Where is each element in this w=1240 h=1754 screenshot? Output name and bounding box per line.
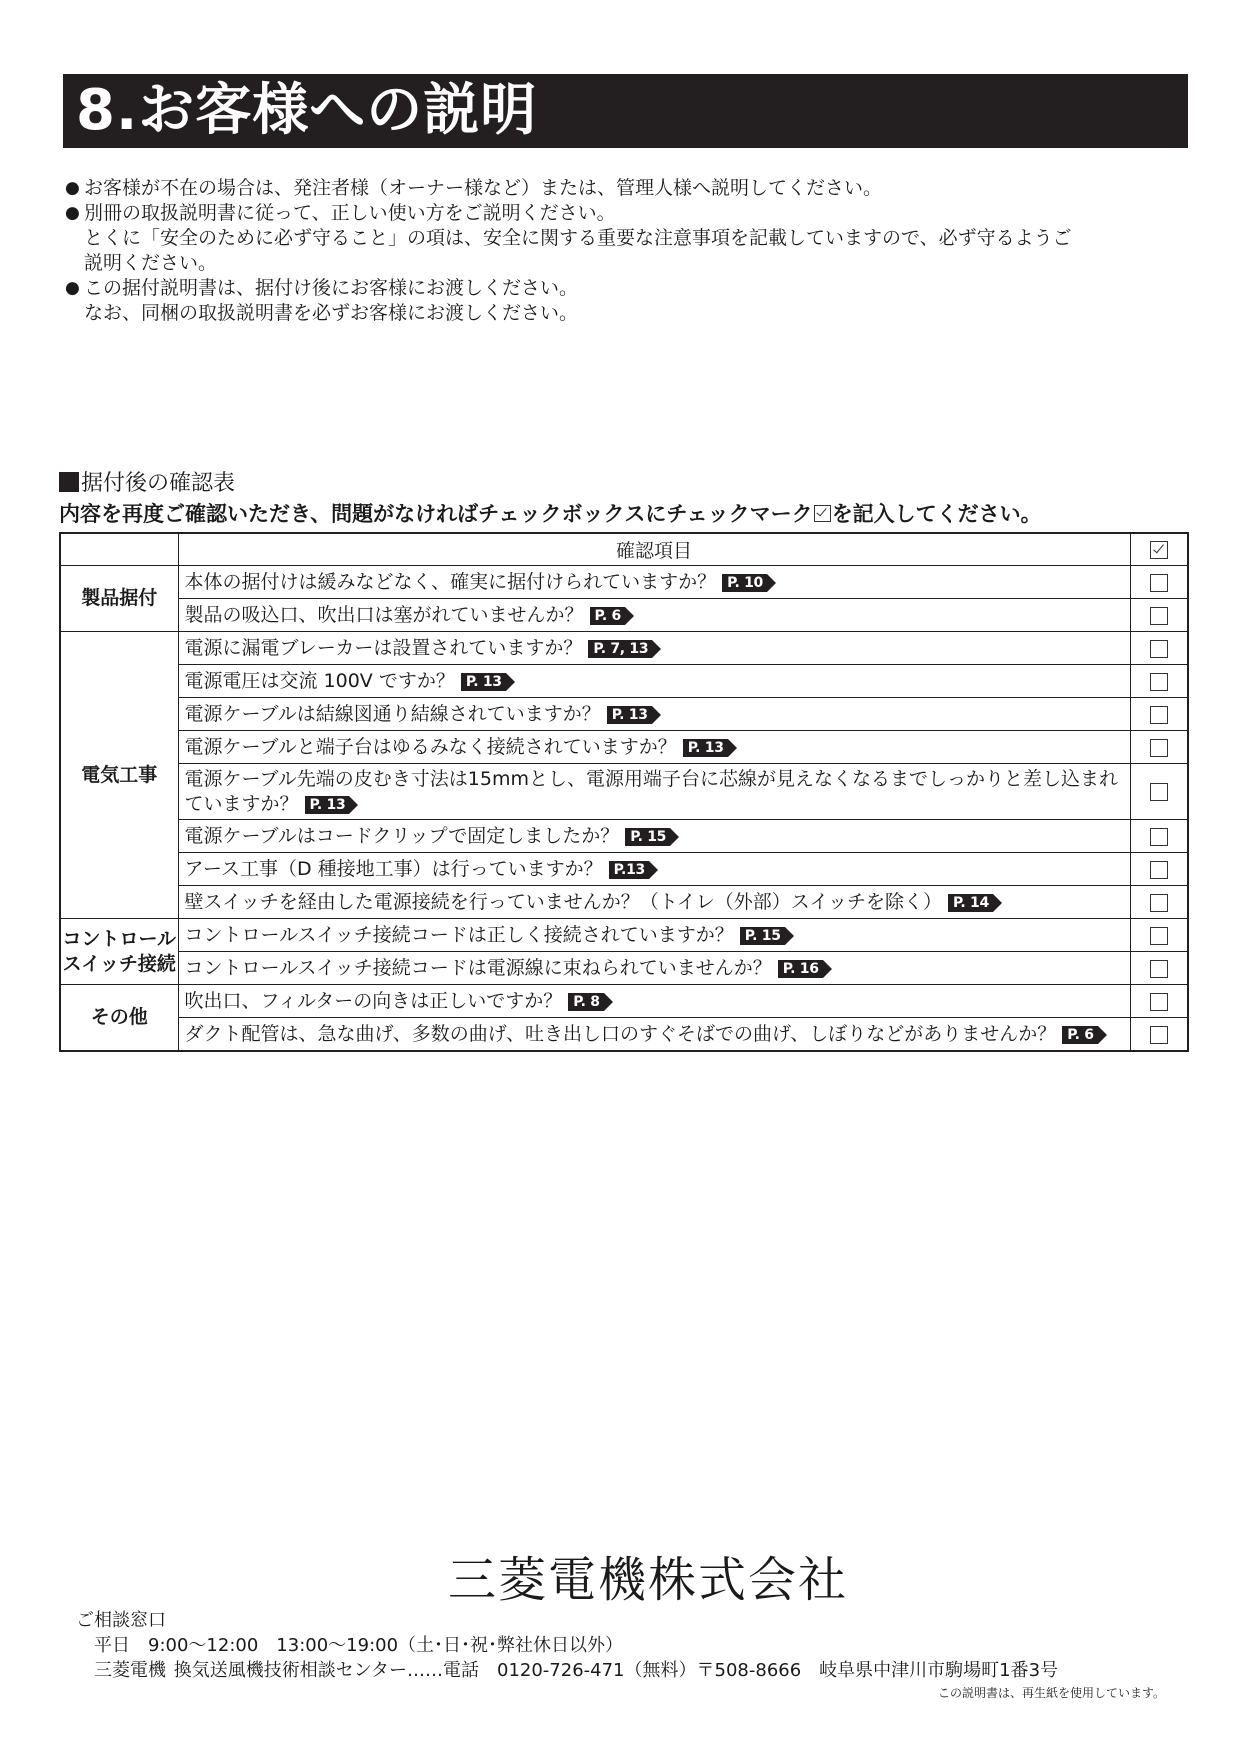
table-row: [60, 632, 1188, 665]
checkbox[interactable]: [1150, 1026, 1168, 1044]
checkbox-cell[interactable]: [1130, 599, 1188, 632]
column-header: 確認項目: [178, 533, 1130, 566]
header-check-cell: [1130, 533, 1188, 566]
checkbox[interactable]: [1150, 783, 1168, 801]
table-row: [60, 985, 1188, 1018]
checkbox-cell[interactable]: [1130, 1018, 1188, 1052]
checklist-heading-text: 据付後の確認表: [81, 471, 236, 496]
contact-label: ご相談窓口: [76, 1610, 166, 1631]
check-item: [178, 820, 1130, 853]
checkbox[interactable]: [1150, 960, 1168, 978]
intro-bullet: [65, 176, 1185, 201]
checkbox[interactable]: [1150, 574, 1168, 592]
contact-center: 三菱電機 換気送風機技術相談センター……電話 0120-726-471（無料）〒508-8666 岐阜県中津川市駒場町1番3号: [94, 1660, 1059, 1681]
check-item: [178, 632, 1130, 665]
intro-line: ● 別冊の取扱説明書に従って、正しい使い方をご説明ください。: [84, 202, 616, 224]
page-ref-tag: P. 15: [740, 927, 785, 945]
table-row: [60, 698, 1188, 731]
table-header-row: [60, 533, 1188, 566]
checklist-heading: [59, 470, 235, 498]
checklist-desc-text: を記入してください。: [831, 502, 1042, 526]
checkbox[interactable]: [1150, 607, 1168, 625]
check-item-text: 製品の吸込口、吹出口は塞がれていませんか？: [184, 603, 584, 626]
table-row: [60, 1018, 1188, 1052]
category-line: コントロール: [62, 927, 177, 950]
intro-line: とくに「安全のために必ず守ること」の項は、安全に関する重要な注意事項を記載していますので、必ず守るようご: [84, 227, 1072, 249]
category-line: スイッチ接続: [62, 952, 176, 975]
checkbox-cell[interactable]: [1130, 952, 1188, 985]
intro-notes: [65, 176, 1185, 326]
table-row: [60, 952, 1188, 985]
checkbox-cell[interactable]: [1130, 985, 1188, 1018]
checkbox-cell[interactable]: [1130, 886, 1188, 919]
table-row: [60, 665, 1188, 698]
checklist-description: [59, 500, 1042, 528]
checked-box-icon: [1150, 541, 1168, 559]
table-row: [60, 764, 1188, 820]
check-item-text: 電源ケーブルはコードクリップで固定しましたか？: [184, 824, 620, 847]
contact-hours: 平日 9:00〜12:00 13:00〜19:00（土･日･祝･弊社休日以外）: [94, 1635, 624, 1656]
check-item: [178, 599, 1130, 632]
category-cell: 電気工事: [60, 632, 178, 919]
intro-bullet: [65, 201, 1185, 226]
checkbox[interactable]: [1150, 993, 1168, 1011]
checkbox-cell[interactable]: [1130, 632, 1188, 665]
intro-line: ● この据付説明書は、据付け後にお客様にお渡しください。: [84, 277, 579, 299]
checkbox-cell[interactable]: [1130, 853, 1188, 886]
contact-info: [76, 1608, 1058, 1683]
checkbox[interactable]: [1150, 706, 1168, 724]
table-row: [60, 853, 1188, 886]
intro-line: ● お客様が不在の場合は、発注者様（オーナー様など）または、管理人様へ説明してください。: [84, 177, 883, 199]
table-row: [60, 919, 1188, 952]
checkbox-cell[interactable]: [1130, 764, 1188, 820]
checklist-table: [59, 532, 1189, 1052]
check-item-text: 壁スイッチを経由した電源接続を行っていませんか？（トイレ（外部）スイッチを除く）: [184, 890, 943, 913]
page-title: 8.お客様への説明: [76, 78, 538, 143]
checkbox-cell[interactable]: [1130, 731, 1188, 764]
check-item-text: 電源電圧は交流 100V ですか？: [184, 669, 455, 692]
intro-bullet: [65, 276, 1185, 301]
page-ref-tag: P. 7, 13: [588, 640, 652, 658]
check-item: [178, 566, 1130, 599]
check-item-text: ダクト配管は、急な曲げ、多数の曲げ、吐き出し口のすぐそばでの曲げ、しぼりなどがありませんか？: [184, 1022, 1057, 1045]
checkbox[interactable]: [1150, 640, 1168, 658]
check-item: [178, 665, 1130, 698]
page-ref-tag: P. 14: [948, 894, 993, 912]
checkbox[interactable]: [1150, 927, 1168, 945]
check-item-text: 電源に漏電ブレーカーは設置されていますか？: [184, 636, 583, 659]
check-item-text: 吹出口、フィルターの向きは正しいですか？: [184, 989, 563, 1012]
check-item-text: 電源ケーブルと端子台はゆるみなく接続されていますか？: [184, 735, 677, 758]
table-row: [60, 566, 1188, 599]
checkbox-cell[interactable]: [1130, 919, 1188, 952]
check-item-text: 本体の据付けは緩みなどなく、確実に据付けられていますか？: [184, 570, 717, 593]
check-item: [178, 853, 1130, 886]
checkbox-cell[interactable]: [1130, 665, 1188, 698]
page-ref-tag: P. 13: [461, 673, 506, 691]
page-ref-tag: P. 13: [683, 739, 728, 757]
checkmark-box-icon: [814, 505, 831, 522]
category-cell: その他: [60, 985, 178, 1052]
intro-line: なお、同梱の取扱説明書を必ずお客様にお渡しください。: [84, 302, 579, 324]
page-ref-tag: P. 15: [625, 828, 670, 846]
page-ref-tag: P. 6: [1062, 1026, 1097, 1044]
check-item-text: アース工事（D 種接地工事）は行っていますか？: [184, 857, 603, 880]
table-row: [60, 886, 1188, 919]
category-cell: [60, 919, 178, 985]
header-empty-cell: [60, 533, 178, 566]
table-row: [60, 731, 1188, 764]
check-item: [178, 1018, 1130, 1052]
check-item: [178, 952, 1130, 985]
checkbox-cell[interactable]: [1130, 566, 1188, 599]
checkbox[interactable]: [1150, 673, 1168, 691]
check-item: [178, 919, 1130, 952]
page-ref-tag: P.13: [609, 861, 649, 879]
checkbox[interactable]: [1150, 894, 1168, 912]
page-ref-tag: P. 10: [722, 574, 767, 592]
checkbox-cell[interactable]: [1130, 820, 1188, 853]
check-item: [178, 731, 1130, 764]
check-item-text: 電源ケーブル先端の皮むき寸法は15mmとし、電源用端子台に芯線が見えなくなるまでしっかりと差し込まれていますか？: [184, 767, 1118, 815]
company-name: 三菱電機株式会社: [448, 1552, 849, 1608]
section-title-bar: [63, 74, 1188, 148]
checkbox[interactable]: [1150, 739, 1168, 757]
page-ref-tag: P. 6: [590, 607, 625, 625]
checkbox[interactable]: [1150, 828, 1168, 846]
page-ref-tag: P. 16: [778, 960, 823, 978]
check-item: [178, 985, 1130, 1018]
table-row: [60, 599, 1188, 632]
check-item: [178, 764, 1130, 820]
check-item-text: コントロールスイッチ接続コードは正しく接続されていますか？: [184, 923, 734, 946]
table-row: [60, 820, 1188, 853]
page-ref-tag: P. 13: [305, 796, 350, 814]
recycled-paper-note: この説明書は、再生紙を使用しています。: [937, 1686, 1165, 1700]
checkbox[interactable]: [1150, 861, 1168, 879]
check-item: [178, 698, 1130, 731]
square-bullet-icon: [59, 472, 79, 492]
checklist-desc-text: 内容を再度ご確認いただき、問題がなければチェックボックスにチェックマーク: [59, 502, 813, 526]
checkbox-cell[interactable]: [1130, 698, 1188, 731]
check-item-text: コントロールスイッチ接続コードは電源線に束ねられていませんか？: [184, 956, 772, 979]
check-item-text: 電源ケーブルは結線図通り結線されていますか？: [184, 702, 601, 725]
check-item: [178, 886, 1130, 919]
category-cell: 製品据付: [60, 566, 178, 632]
page-ref-tag: P. 13: [607, 706, 652, 724]
intro-line: 説明ください。: [84, 252, 218, 274]
page-ref-tag: P. 8: [568, 993, 603, 1011]
